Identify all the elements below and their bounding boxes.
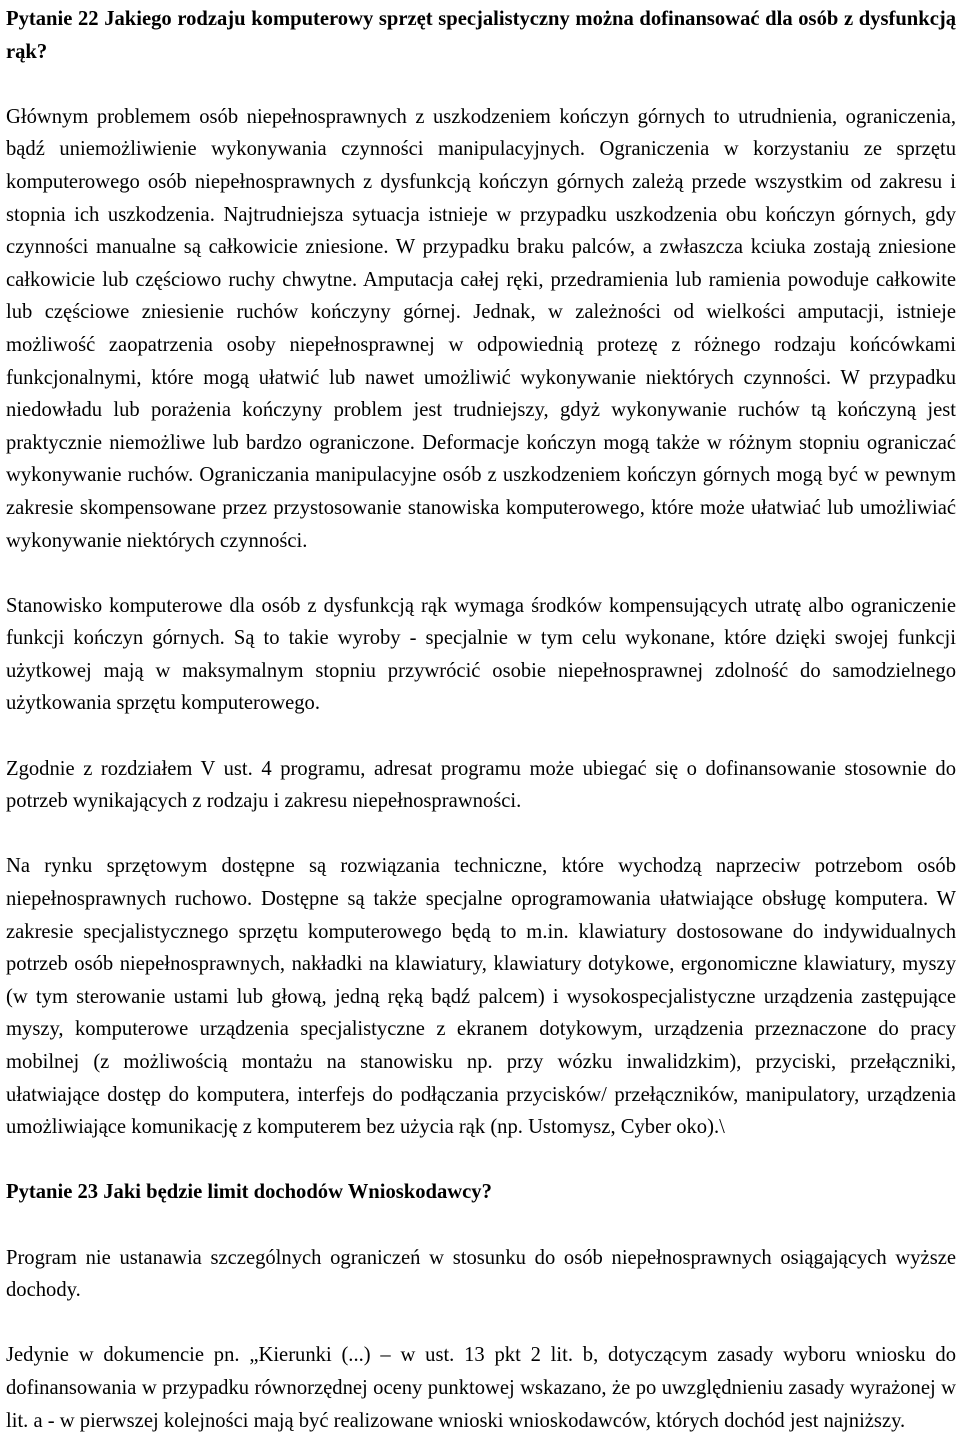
question-23-heading: Pytanie 23 Jaki będzie limit dochodów Wnioskodawcy? <box>6 1181 492 1204</box>
question-23-paragraph-2: Jedynie w dokumencie pn. „Kierunki (...) – w ust. 13 pkt 2 lit. b, dotyczącym zasady wyboru wniosku do dofinansowania w przypadku równorzędnej oceny punktowej wskazano, że po uwzględnieniu zasady wyrażonej w lit. a - w pierwszej kolejności mają być realizowane wnioski wnioskodawców, których dochód jest najniższy. <box>6 1344 956 1432</box>
question-22-paragraph-4: Na rynku sprzętowym dostępne są rozwiązania techniczne, które wychodzą naprzeciw potrzebom osób niepełnosprawnych ruchowo. Dostępne są także specjalne oprogramowania ułatwiające obsługę komputera. W zakresie specjalistycznego sprzętu komputerowego będą to m.in. klawiatury dostosowane do indywidualnych potrzeb osób niepełnosprawnych, nakładki na klawiatury, klawiatury dotykowe, ergonomiczne klawiatury, myszy (w tym sterowanie ustami lub głową, jedną ręką bądź palcem) i wysokospecjalistyczne urządzenia zastępujące myszy, komputerowe urządzenia specjalistyczne z ekranem dotykowym, urządzenia przeznaczone do pracy mobilnej (z możliwością montażu na stanowisku np. przy wózku inwalidzkim), przyciski, przełączniki, ułatwiające dostęp do komputera, interfejs do podłączania przycisków/ przełączników, manipulatory, urządzenia umożliwiające komunikację z komputerem bez użycia rąk (np. Ustomysz, Cyber oko).\ <box>6 855 956 1139</box>
question-22-heading: Pytanie 22 Jakiego rodzaju komputerowy sprzęt specjalistyczny można dofinansować dla osób z dysfunkcją rąk? <box>6 8 956 63</box>
question-22-paragraph-3: Zgodnie z rozdziałem V ust. 4 programu, adresat programu może ubiegać się o dofinansowanie stosownie do potrzeb wynikających z rodzaju i zakresu niepełnosprawności. <box>6 757 956 813</box>
question-22-paragraph-1: Głównym problemem osób niepełnosprawnych z uszkodzeniem kończyn górnych to utrudnienia, ograniczenia, bądź uniemożliwienie wykonywania czynności manipulacyjnych. Ograniczenia w korzystaniu ze sprzętu komputerowego osób niepełnosprawnych z dysfunkcją kończyn górnych zależą przede wszystkim od zakresu i stopnia ich uszkodzenia. Najtrudniejsza sytuacja istnieje w przypadku uszkodzenia obu kończyn górnych, gdy czynności manualne są całkowicie zniesione. W przypadku braku palców, a zwłaszcza kciuka zostają zniesione całkowicie lub częściowo ruchy chwytne. Amputacja całej ręki, przedramienia lub ramienia powoduje całkowite lub częściowe zniesienie ruchów kończyny górnej. Jednak, w zależności od wielkości amputacji, istnieje możliwość zaopatrzenia osoby niepełnosprawnej w odpowiednią protezę z różnego rodzaju końcówkami funkcjonalnymi, które mogą ułatwić lub nawet umożliwić wykonywanie niektórych czynności. W przypadku niedowładu lub porażenia kończyny problem jest trudniejszy, gdyż wykonywanie ruchów tą kończyną jest praktycznie niemożliwe lub bardzo ograniczone. Deformacje kończyn mogą także w różnym stopniu ograniczać wykonywanie ruchów. Ograniczania manipulacyjne osób z uszkodzeniem kończyn górnych mogą być w pewnym zakresie skompensowane przez przystosowanie stanowiska komputerowego, które może ułatwiać lub umożliwiać wykonywanie niektórych czynności. <box>6 105 956 552</box>
document-page <box>6 3 956 1437</box>
question-23-paragraph-1: Program nie ustanawia szczególnych ograniczeń w stosunku do osób niepełnosprawnych osiągających wyższe dochody. <box>6 1246 956 1302</box>
question-22-paragraph-2: Stanowisko komputerowe dla osób z dysfunkcją rąk wymaga środków kompensujących utratę albo ograniczenie funkcji kończyn górnych. Są to takie wyroby - specjalnie w tym celu wykonane, które dzięki swojej funkcji użytkowej mają w maksymalnym stopniu przywrócić osobie niepełnosprawnej zdolność do samodzielnego użytkowania sprzętu komputerowego. <box>6 594 956 715</box>
